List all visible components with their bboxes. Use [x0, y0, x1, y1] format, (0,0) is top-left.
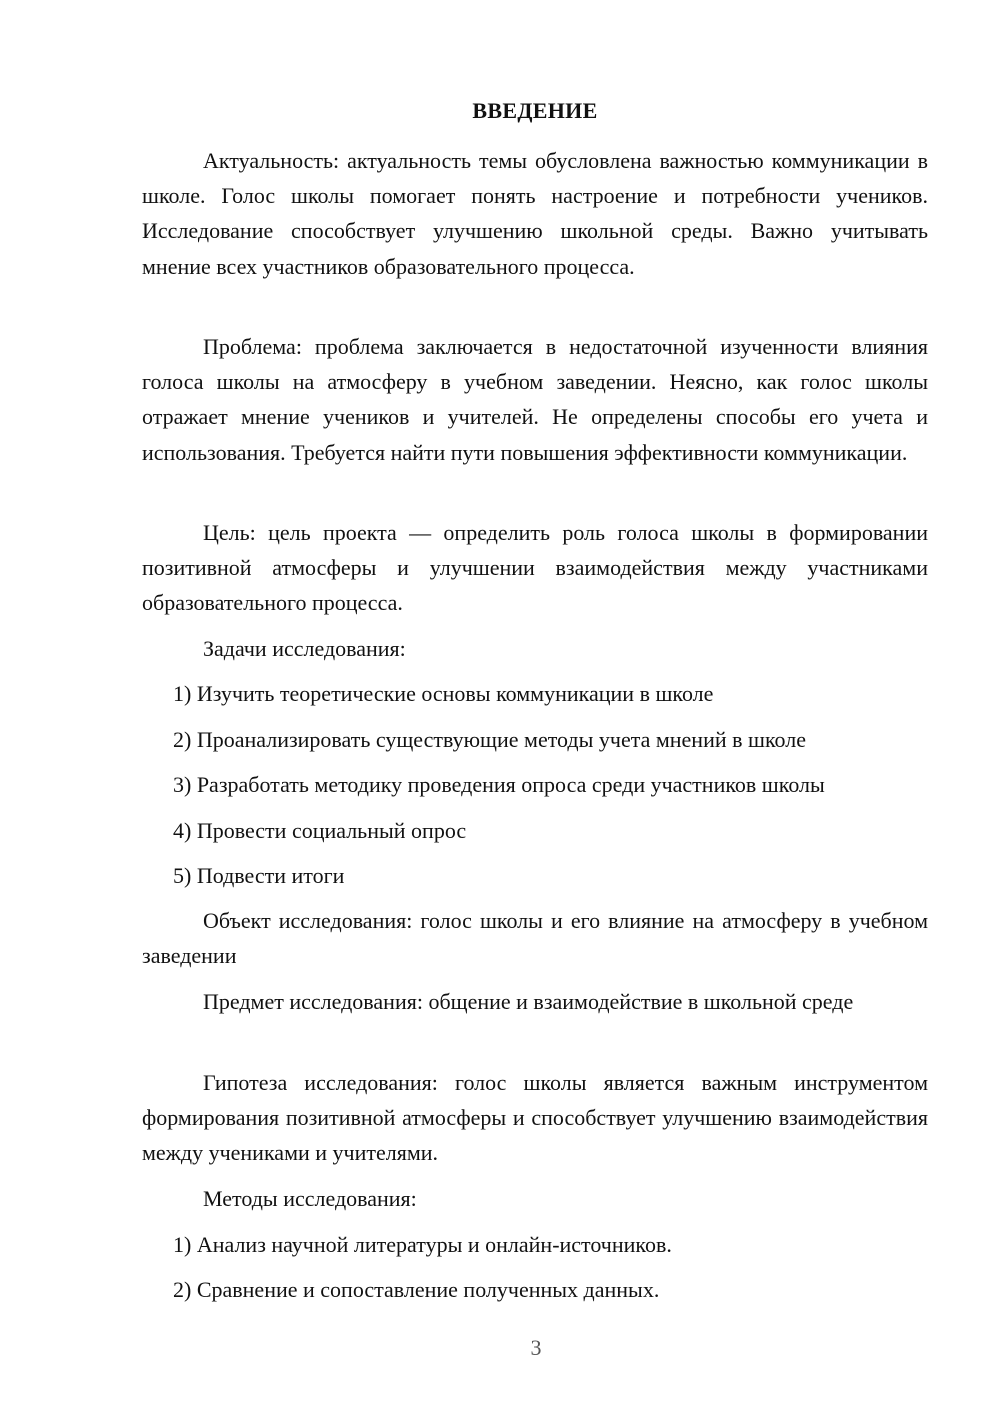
relevance-paragraph: Актуальность: актуальность темы обусловлена важностью коммуникации в школе. Голос школы помогает понять настроение и потребности учеников. Исследование способствует улучшению школьной среды. Важно учитывать мнение всех участников образовательного процесса. — [142, 148, 928, 279]
object-paragraph: Объект исследования: голос школы и его влияние на атмосферу в учебном заведении — [142, 908, 928, 969]
section-heading: ВВЕДЕНИЕ — [472, 98, 598, 123]
page-number: 3 — [530, 1335, 542, 1360]
task-list-item: 3) Разработать методику проведения опроса среди участников школы — [173, 772, 825, 797]
method-list-item: 2) Сравнение и сопоставление полученных данных. — [173, 1277, 660, 1302]
task-list-item: 4) Провести социальный опрос — [173, 818, 467, 843]
subject-paragraph: Предмет исследования: общение и взаимодействие в школьной среде — [203, 989, 854, 1014]
task-list-item: 2) Проанализировать существующие методы учета мнений в школе — [173, 727, 806, 752]
task-list-item: 1) Изучить теоретические основы коммуникации в школе — [173, 681, 714, 706]
problem-paragraph: Проблема: проблема заключается в недостаточной изученности влияния голоса школы на атмосферу в учебном заведении. Неясно, как голос школы отражает мнение учеников и учителей. Не определены способы его учета и использования. Требуется найти пути повышения эффективности коммуникации. — [142, 334, 928, 465]
hypothesis-paragraph: Гипотеза исследования: голос школы является важным инструментом формирования позитивной атмосферы и способствует улучшению взаимодействия между учениками и учителями. — [142, 1070, 928, 1166]
methods-heading: Методы исследования: — [203, 1186, 417, 1211]
method-list-item: 1) Анализ научной литературы и онлайн-источников. — [173, 1232, 672, 1257]
task-list-item: 5) Подвести итоги — [173, 863, 345, 888]
tasks-heading: Задачи исследования: — [203, 636, 406, 661]
goal-paragraph: Цель: цель проекта — определить роль голоса школы в формировании позитивной атмосферы и улучшении взаимодействия между участниками образовательного процесса. — [142, 520, 928, 616]
